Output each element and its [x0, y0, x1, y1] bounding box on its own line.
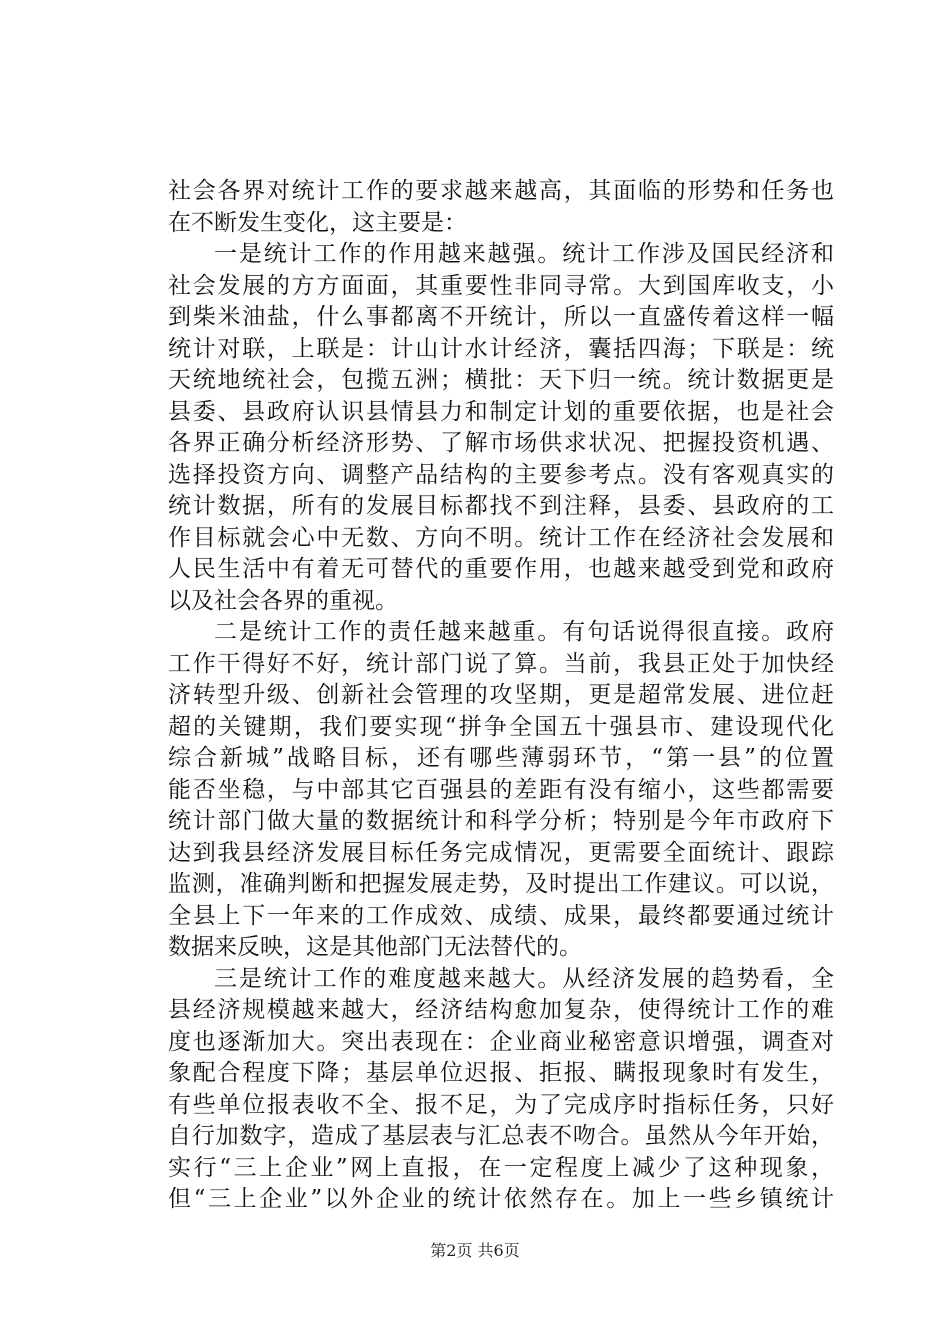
- text-line: 统计数据，所有的发展目标都找不到注释，县委、县政府的工: [168, 493, 834, 519]
- text-line: 达到我县经济发展目标任务完成情况，更需要全面统计、跟踪: [168, 839, 834, 866]
- text-line: 天统地统社会，包揽五洲；横批：天下归一统。统计数据更是: [168, 367, 834, 393]
- text-line: 以及社会各界的重视。: [168, 587, 398, 614]
- text-line: 有些单位报表收不全、报不足，为了完成序时指标任务，只好: [168, 1091, 834, 1118]
- text-line: 一是统计工作的作用越来越强。统计工作涉及国民经济和: [214, 241, 834, 267]
- text-line: 社会发展的方方面面，其重要性非同寻常。大到国库收支，小: [168, 272, 834, 299]
- text-line: 综合新城”战略目标，还有哪些薄弱环节，“第一县”的位置: [168, 745, 834, 771]
- document-body: [168, 176, 834, 1216]
- text-line: 到柴米油盐，什么事都离不开统计，所以一直盛传着这样一幅: [168, 304, 834, 330]
- text-line: 统计部门做大量的数据统计和科学分析；特别是今年市政府下: [168, 808, 834, 834]
- text-line: 超的关键期，我们要实现“拼争全国五十强县市、建设现代化: [168, 713, 834, 740]
- text-line: 县经济规模越来越大，经济结构愈加复杂，使得统计工作的难: [168, 997, 834, 1023]
- text-line: 济转型升级、创新社会管理的攻坚期，更是超常发展、进位赶: [168, 682, 834, 708]
- text-line: 数据来反映，这是其他部门无法替代的。: [168, 934, 582, 960]
- text-line: 社会各界对统计工作的要求越来越高，其面临的形势和任务也: [168, 178, 834, 204]
- text-line: 选择投资方向、调整产品结构的主要参考点。没有客观真实的: [168, 461, 834, 488]
- text-line: 象配合程度下降；基层单位迟报、拒报、瞒报现象时有发生，: [168, 1060, 834, 1086]
- text-line: 人民生活中有着无可替代的重要作用，也越来越受到党和政府: [168, 556, 834, 582]
- text-line: 二是统计工作的责任越来越重。有句话说得很直接。政府: [214, 619, 834, 645]
- text-line: 但“三上企业”以外企业的统计依然存在。加上一些乡镇统计: [168, 1186, 834, 1212]
- text-line: 工作干得好不好，统计部门说了算。当前，我县正处于加快经: [168, 650, 834, 677]
- text-line: 度也逐渐加大。突出表现在：企业商业秘密意识增强，调查对: [168, 1028, 834, 1055]
- text-line: 三是统计工作的难度越来越大。从经济发展的趋势看，全: [214, 965, 834, 992]
- text-line: 能否坐稳，与中部其它百强县的差距有没有缩小，这些都需要: [168, 776, 834, 803]
- text-line: 作目标就会心中无数、方向不明。统计工作在经济社会发展和: [168, 524, 834, 551]
- text-line: 在不断发生变化，这主要是：: [168, 209, 467, 236]
- text-line: 实行“三上企业”网上直报，在一定程度上减少了这种现象，: [168, 1154, 834, 1181]
- text-line: 监测，准确判断和把握发展走势，及时提出工作建议。可以说，: [168, 871, 834, 897]
- page-number-footer: 第2页 共6页: [430, 1241, 520, 1260]
- text-line: 县委、县政府认识县情县力和制定计划的重要依据，也是社会: [168, 398, 834, 425]
- text-line: 统计对联，上联是：计山计水计经济，囊括四海；下联是：统: [168, 335, 834, 362]
- text-line: 自行加数字，造成了基层表与汇总表不吻合。虽然从今年开始，: [168, 1123, 834, 1149]
- text-line: 各界正确分析经济形势、了解市场供求状况、把握投资机遇、: [168, 430, 834, 456]
- text-line: 全县上下一年来的工作成效、成绩、成果，最终都要通过统计: [168, 902, 834, 929]
